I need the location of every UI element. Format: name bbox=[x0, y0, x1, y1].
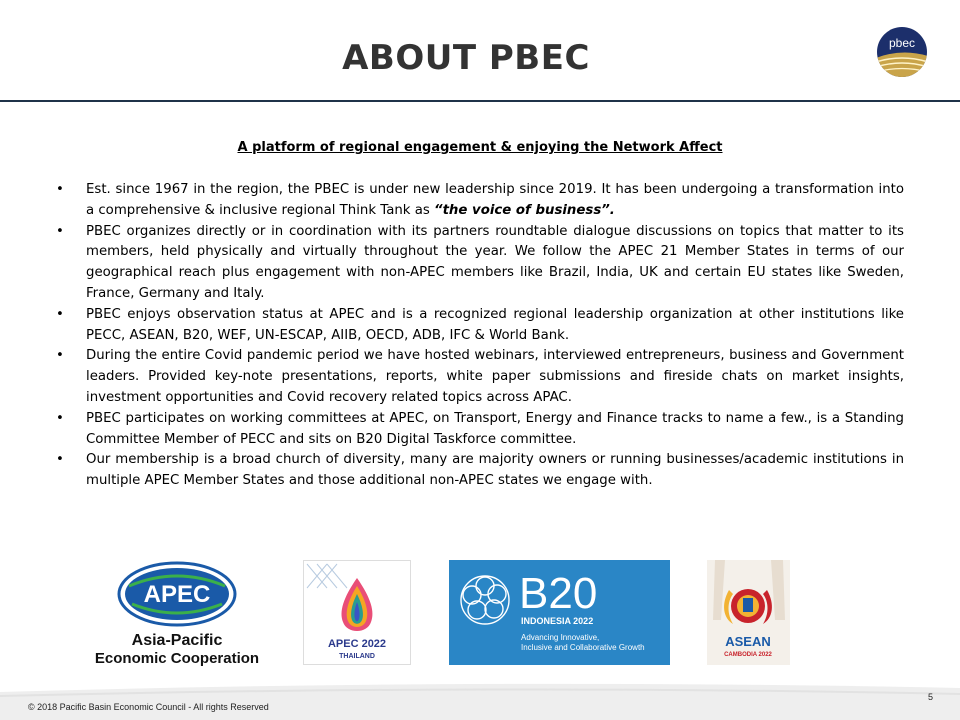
pbec-logo-text: pbec bbox=[888, 36, 916, 50]
footer-copyright: © 2018 Pacific Basin Economic Council - All rights Reserved bbox=[28, 702, 269, 712]
slide-subtitle: A platform of regional engagement & enjoying the Network Affect bbox=[237, 140, 723, 155]
b20-logo-mark: B20 bbox=[519, 569, 598, 618]
partner-logos bbox=[0, 560, 960, 670]
bullet-text: PBEC organizes directly or in coordination with its partners roundtable dialogue discussions on topics that matter to its members, held physically and virtually throughout the year. We follow the APEC 21 Member States in terms of our geographical reach plus engagement with non-APEC members like Brazil, India, UK and certain EU states like Sweden, France, Germany and Italy. bbox=[86, 223, 904, 301]
title-divider bbox=[0, 100, 960, 102]
b20-indonesia-2022-logo-icon bbox=[449, 560, 670, 665]
apec-2022-line2: THAILAND bbox=[339, 653, 375, 660]
page-number: 5 bbox=[928, 692, 934, 702]
footer-band bbox=[0, 682, 960, 720]
bullet-text: Est. since 1967 in the region, the PBEC is under new leadership since 2019. It has been undergoing a transformation into a comprehensive & inclusive regional Think Tank as bbox=[86, 182, 904, 218]
apec-logo-mark: APEC bbox=[143, 581, 211, 608]
b20-logo-line1: INDONESIA 2022 bbox=[521, 616, 594, 626]
bullet-item bbox=[56, 346, 904, 408]
bullet-item bbox=[56, 409, 904, 451]
asean-logo-mark: ASEAN bbox=[725, 634, 771, 649]
bullet-text: PBEC enjoys observation status at APEC and is a recognized regional leadership organization at other institutions like PECC, ASEAN, B20, WEF, UN-ESCAP, AIIB, OECD, ADB, IFC & World Bank. bbox=[86, 306, 904, 343]
apec-logo-icon bbox=[84, 560, 270, 670]
bullet-item bbox=[56, 222, 904, 305]
bullet-text: During the entire Covid pandemic period we have hosted webinars, interviewed entrepreneurs, business and Government leaders. Provided key-note presentations, reports, white paper submissions and fireside chats on market insights, investment opportunities and Covid recovery related topics across APAC. bbox=[86, 348, 904, 405]
apec-2022-thailand-logo-icon bbox=[303, 560, 411, 665]
apec-2022-line1: APEC 2022 bbox=[327, 638, 387, 650]
bullet-text: PBEC participates on working committees at APEC, on Transport, Energy and Finance tracks to name a few., is a Standing Committee Member of PECC and sits on B20 Digital Taskforce committee. bbox=[86, 410, 904, 447]
bullet-text: Our membership is a broad church of diversity, many are majority owners or running businesses/academic institutions in multiple APEC Member States and those additional non-APEC states we engage with. bbox=[86, 452, 904, 489]
bullet-list bbox=[56, 180, 904, 492]
b20-logo-line3: Inclusive and Collaborative Growth bbox=[521, 643, 645, 652]
b20-logo-line2: Advancing Innovative, bbox=[521, 633, 600, 642]
bullet-item bbox=[56, 180, 904, 222]
apec-logo-line2: Economic Cooperation bbox=[94, 650, 260, 667]
asean-logo-line1: CAMBODIA 2022 bbox=[724, 652, 772, 658]
pbec-logo-icon bbox=[876, 26, 928, 78]
apec-logo-line1: Asia-Pacific bbox=[131, 632, 223, 649]
asean-cambodia-2022-logo-icon bbox=[707, 560, 790, 665]
bullet-item bbox=[56, 450, 904, 492]
bullet-item bbox=[56, 305, 904, 347]
bullet-emphasis: “the voice of business”. bbox=[434, 202, 615, 218]
slide-title: ABOUT PBEC bbox=[342, 38, 590, 78]
